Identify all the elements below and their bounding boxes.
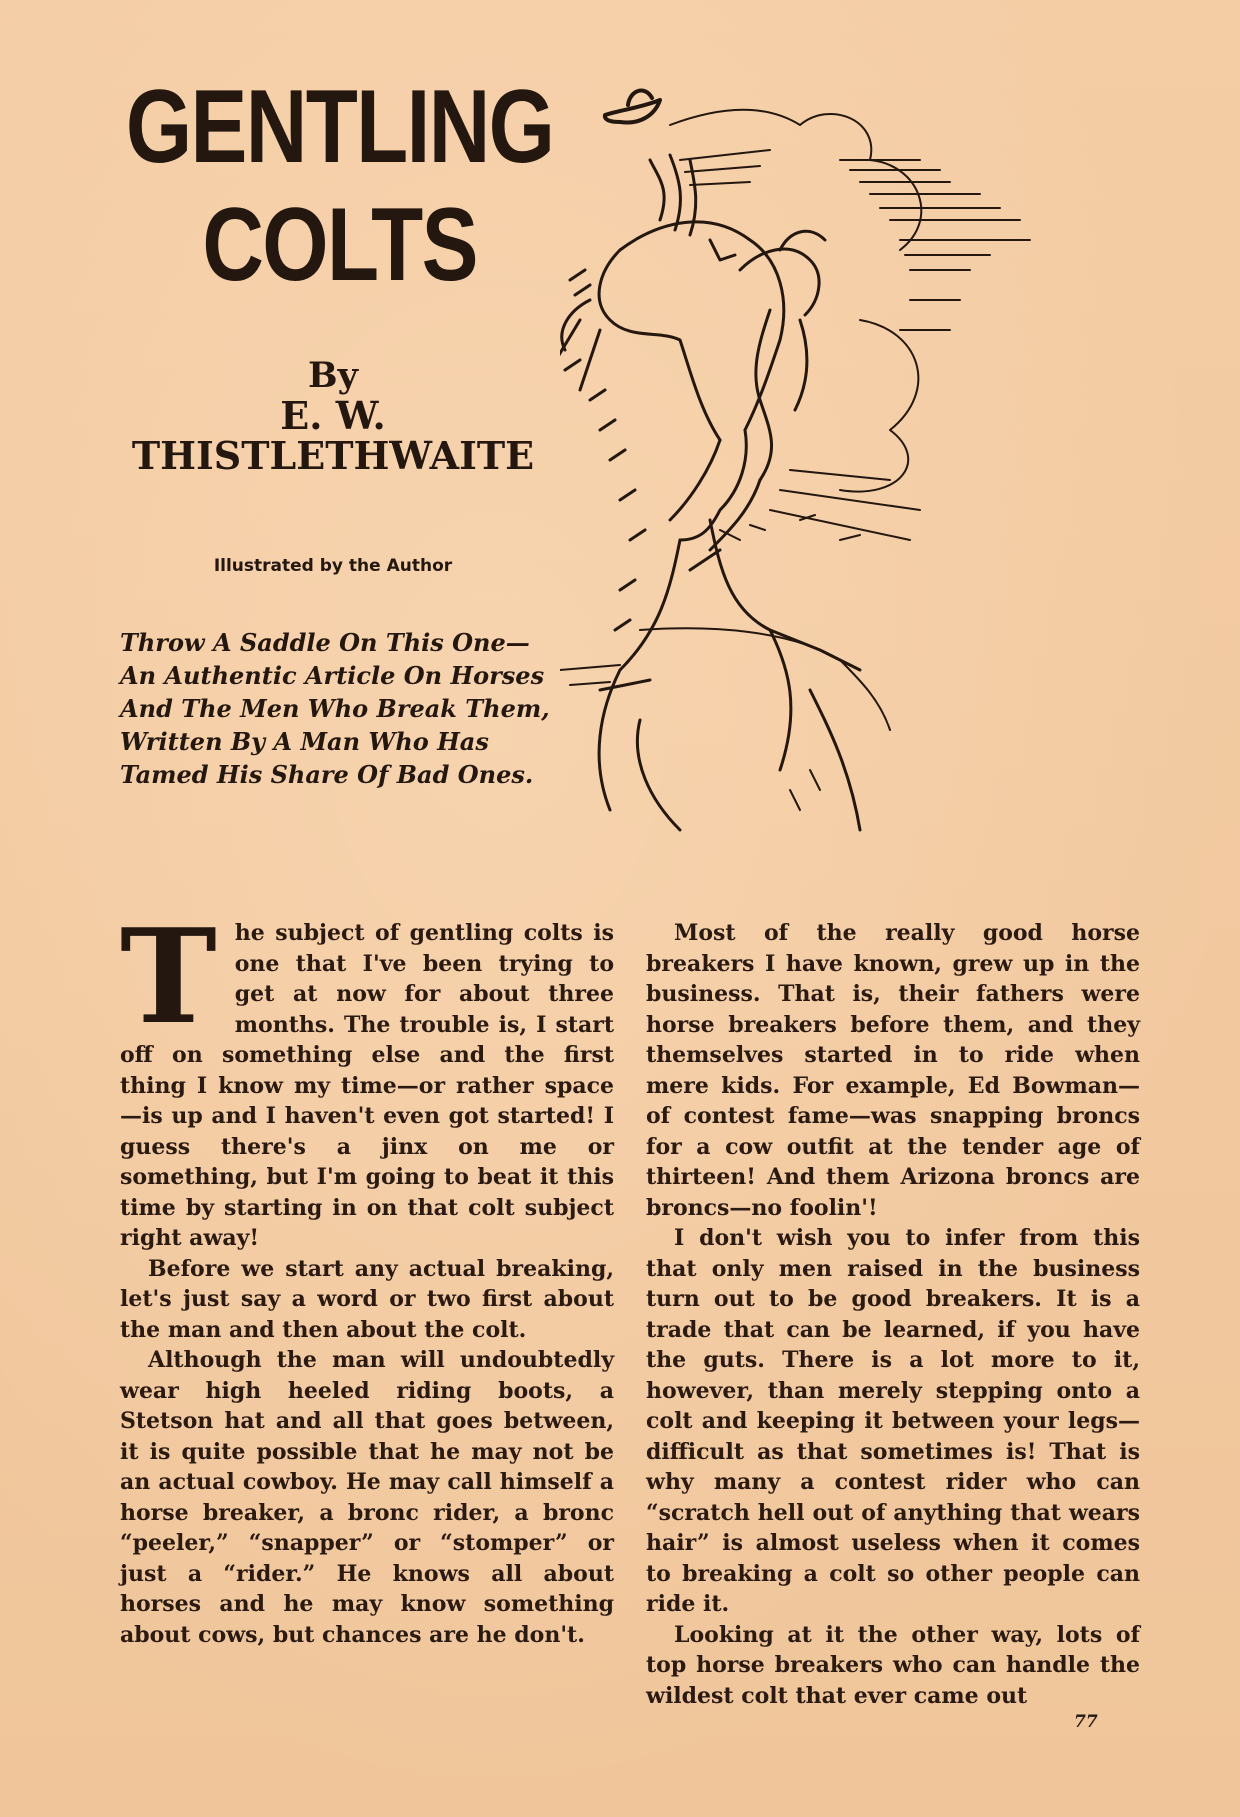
title-line-1: GENTLING bbox=[125, 69, 554, 185]
deck-line: Tamed His Share Of Bad Ones. bbox=[120, 760, 534, 789]
title-line-2: COLTS bbox=[202, 187, 477, 303]
deck-line: An Authentic Article On Horses bbox=[120, 661, 545, 690]
deck-line: Throw A Saddle On This One— bbox=[120, 628, 530, 657]
article-title bbox=[110, 68, 569, 304]
article-deck bbox=[120, 626, 550, 791]
article-column-right bbox=[646, 918, 1140, 1711]
page-number: 77 bbox=[1074, 1712, 1098, 1732]
article-column-left bbox=[120, 900, 614, 1650]
paragraph: Although the man will undoubtedly wear high heeled riding boots, a Stetson hat and all that goes between, it is quite possible that he may not be an actual cowboy. He may call himself a horse breaker, a bronc rider, a bronc “peeler,” “snapper” or “stomper” or just a “rider.” He knows all about horses and he may know something about cows, but chances are he don't. bbox=[120, 1347, 614, 1648]
illustration-credit: Illustrated by the Author bbox=[213, 556, 453, 576]
author-initials: E. W. bbox=[280, 393, 386, 438]
cloud-lines bbox=[670, 110, 1030, 540]
bucking-bronco-illustration bbox=[560, 70, 1160, 910]
author-surname: THISTLETHWAITE bbox=[131, 433, 535, 478]
paragraph: Looking at it the other way, lots of top horse breakers who can handle the wildest colt that ever came out bbox=[646, 1621, 1140, 1709]
paragraph: Before we start any actual breaking, let's just say a word or two first about the man and then about the colt. bbox=[120, 1255, 614, 1343]
ground-lines bbox=[560, 515, 890, 810]
byline-by: By bbox=[308, 355, 358, 396]
paragraph: Most of the really good horse breakers I have known, grew up in the business. That is, their fathers were horse breakers before them, and they themselves started in to ride when mere kids. For example, Ed Bowman—of contest fame—was snapping broncs for a cow outfit at the tender age of thirteen! And them Arizona broncs are broncs—no foolin'! bbox=[646, 920, 1140, 1221]
drop-cap: T bbox=[120, 900, 217, 1053]
byline bbox=[118, 356, 548, 476]
paragraph bbox=[120, 900, 614, 1254]
horse-sketch bbox=[560, 155, 860, 830]
deck-line: Written By A Man Who Has bbox=[120, 727, 489, 756]
paragraph-text: he subject of gentling colts is one that I've been trying to get at now for about three months. The trouble is, I start off on something else and the first thing I know my time—or rather space—is up and I haven't even got started! I guess there's a jinx on me or something, but I'm going to beat it this time by starting in on that colt subject right away! bbox=[120, 920, 614, 1251]
deck-line: And The Men Who Break Them, bbox=[120, 694, 550, 723]
flying-hat-icon bbox=[605, 91, 660, 123]
paragraph: I don't wish you to infer from this that only men raised in the business turn out to be good breakers. It is a trade that can be learned, if you have the guts. There is a lot more to it, however, than merely stepping onto a colt and keeping it between your legs—difficult as that sometimes is! That is why many a contest rider who can “scratch hell out of anything that wears hair” is almost useless when it comes to breaking a colt so other people can ride it. bbox=[646, 1225, 1140, 1617]
